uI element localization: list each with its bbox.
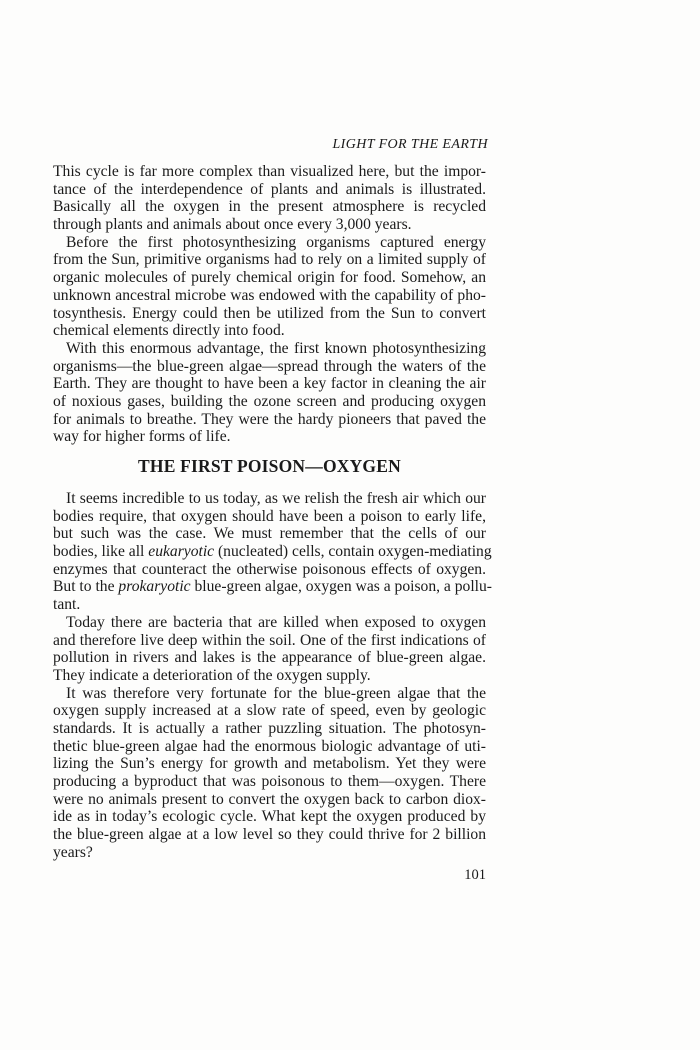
text-line: unknown ancestral microbe was endowed with the capability of pho- [53,286,486,304]
text-line: pollution in rivers and lakes is the appearance of blue-green algae. [53,649,486,667]
text-line: tance of the interdependence of plants and animals is illustrated. [53,180,486,198]
body-text-intro [53,163,486,446]
text-line: It seems incredible to us today, as we relish the fresh air which our [66,490,486,507]
text-line: chemical elements directly into food. [53,322,285,340]
running-head: LIGHT FOR THE EARTH [332,137,488,152]
text-line: were no animals present to convert the oxygen back to carbon diox- [53,790,486,808]
text-line [53,543,492,561]
text-line: years? [53,843,93,861]
text-line: for animals to breathe. They were the hardy pioneers that paved the [53,410,486,428]
text-run: But to the [53,578,119,596]
term-eukaryotic: eukaryotic [148,543,215,561]
text-line: With this enormous advantage, the first known photosynthesizing [66,339,486,357]
text-line: lizing the Sun’s energy for growth and metabolism. Yet they were [53,755,486,773]
text-line: Earth. They are thought to have been a key factor in cleaning the air [53,375,486,393]
text-line: organisms—the blue-green algae—spread through the waters of the [53,357,486,375]
text-line: thetic blue-green algae had the enormous biologic advantage of uti- [53,737,486,755]
text-line: ide as in today’s ecologic cycle. What kept the oxygen produced by [53,808,486,826]
text-line: producing a byproduct that was poisonous to them—oxygen. There [53,773,486,790]
text-line: and therefore live deep within the soil. One of the first indications of [53,631,486,649]
text-line: organic molecules of purely chemical origin for food. Somehow, an [53,269,486,287]
text-run: (nucleated) cells, contain oxygen-mediating [214,543,492,561]
text-line: Basically all the oxygen in the present atmosphere is recycled [53,198,486,216]
text-line: This cycle is far more complex than visualized here, but the impor- [53,163,486,180]
text-line: Today there are bacteria that are killed when exposed to oxygen [66,613,486,631]
text-line: They indicate a deterioration of the oxygen supply. [53,666,371,684]
text-line: from the Sun, primitive organisms had to rely on a limited supply of [53,251,486,269]
text-line: oxygen supply increased at a slow rate of speed, even by geologic [53,702,486,720]
text-line: through plants and animals about once every 3,000 years. [53,216,412,234]
text-line [53,578,492,596]
text-run: blue-green algae, oxygen was a poison, a pollu- [190,578,492,596]
page-number: 101 [464,867,486,883]
term-prokaryotic: prokaryotic [118,578,191,596]
text-line: standards. It is actually a rather puzzling situation. The photosyn- [53,719,486,737]
text-line: Before the first photosynthesizing organisms captured energy [66,233,486,251]
text-line: tant. [53,596,81,614]
text-line: tosynthesis. Energy could then be utilized from the Sun to convert [53,304,486,322]
body-text-oxygen [53,490,492,861]
text-line: It was therefore very fortunate for the blue-green algae that the [66,684,486,702]
text-line: bodies require, that oxygen should have been a poison to early life, [53,507,486,525]
text-line: of noxious gases, building the ozone screen and producing oxygen [53,392,486,410]
text-run: bodies, like all [53,543,149,561]
text-line: but such was the case. We must remember that the cells of our [53,525,486,543]
section-heading: THE FIRST POISON—OXYGEN [138,456,401,476]
text-line: the blue-green algae at a low level so they could thrive for 2 billion [53,826,486,844]
text-line: way for higher forms of life. [53,428,231,446]
text-line: enzymes that counteract the otherwise poisonous effects of oxygen. [53,560,486,578]
